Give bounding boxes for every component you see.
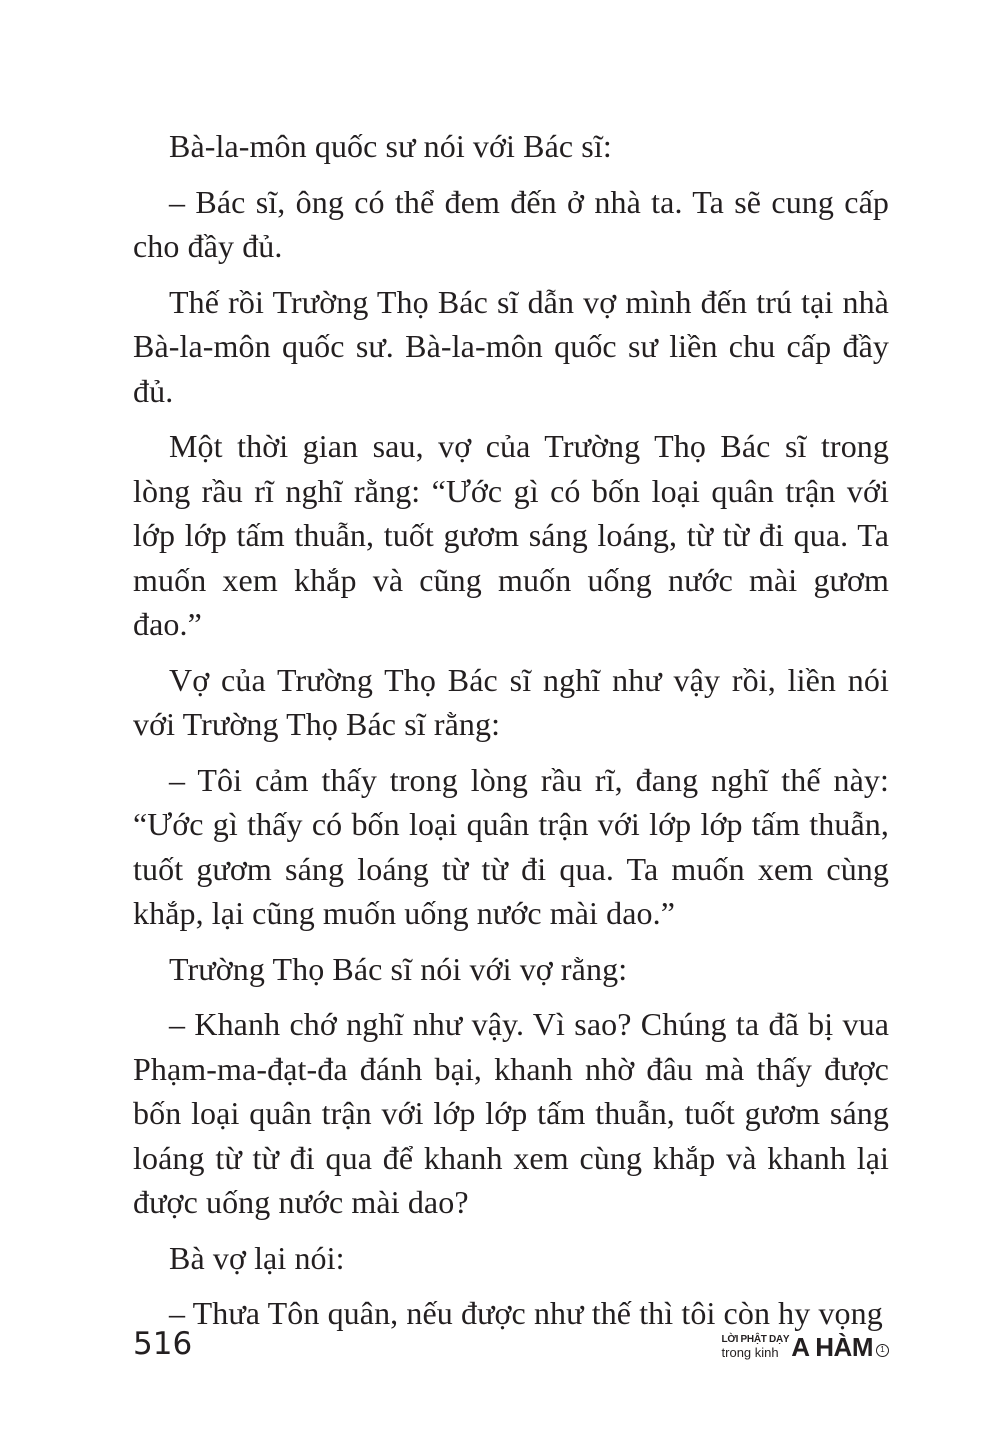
paragraph: – Thưa Tôn quân, nếu được như thế thì tôi còn hy vọng [169, 1295, 883, 1331]
paragraph: – Bác sĩ, ông có thể đem đến ở nhà ta. Ta sẽ cung cấp cho đầy đủ. [133, 183, 889, 264]
paragraph: Thế rồi Trường Thọ Bác sĩ dẫn vợ mình đến trú tại nhà Bà-la-môn quốc sư. Bà-la-môn quốc sư liền chu cấp đầy đủ. [133, 283, 889, 409]
logo-subtitle [722, 1335, 790, 1359]
paragraph: Vợ của Trường Thọ Bác sĩ nghĩ như vậy rồi, liền nói với Trường Thọ Bác sĩ rằng: [133, 661, 889, 742]
logo-title: A HÀM [791, 1332, 873, 1362]
paragraph: Bà-la-môn quốc sư nói với Bác sĩ: [169, 128, 612, 164]
paragraph: Bà vợ lại nói: [169, 1239, 345, 1276]
page-footer [133, 1322, 889, 1370]
logo-bottom-text: trong kinh [721, 1345, 779, 1360]
paragraph: – Tôi cảm thấy trong lòng rầu rĩ, đang nghĩ thế này: “Ước gì thấy có bốn loại quân trận với lớp lớp tấm thuẫn, tuốt gươm sáng loáng từ từ đi qua. Ta muốn xem cùng khắp, lại cũng muốn uống nước mài dao.” [133, 761, 889, 931]
paragraph: Một thời gian sau, vợ của Trường Thọ Bác sĩ trong lòng rầu rĩ nghĩ rằng: “Ước gì có bốn loại quân trận với lớp lớp tấm thuẫn, tuốt gươm sáng loáng, từ từ đi qua. Ta muốn xem khắp và cũng muốn uống nước mài gươm đao.” [133, 428, 889, 642]
page-number: 516 [133, 1326, 193, 1362]
paragraph: – Khanh chớ nghĩ như vậy. Vì sao? Chúng ta đã bị vua Phạm-ma-đạt-đa đánh bại, khanh nhờ đâu mà thấy được bốn loại quân trận với lớp lớp tấm thuẫn, tuốt gươm sáng loáng từ từ đi qua để khanh xem cùng khắp và khanh lại được uống nước mài dao? [133, 1006, 889, 1220]
logo-top-text: LỜI PHẬT DẠY [721, 1334, 790, 1345]
page-body [133, 124, 889, 1347]
volume-badge: 1 [876, 1344, 889, 1357]
book-series-logo [722, 1332, 889, 1362]
paragraph: Trường Thọ Bác sĩ nói với vợ rằng: [169, 950, 628, 987]
